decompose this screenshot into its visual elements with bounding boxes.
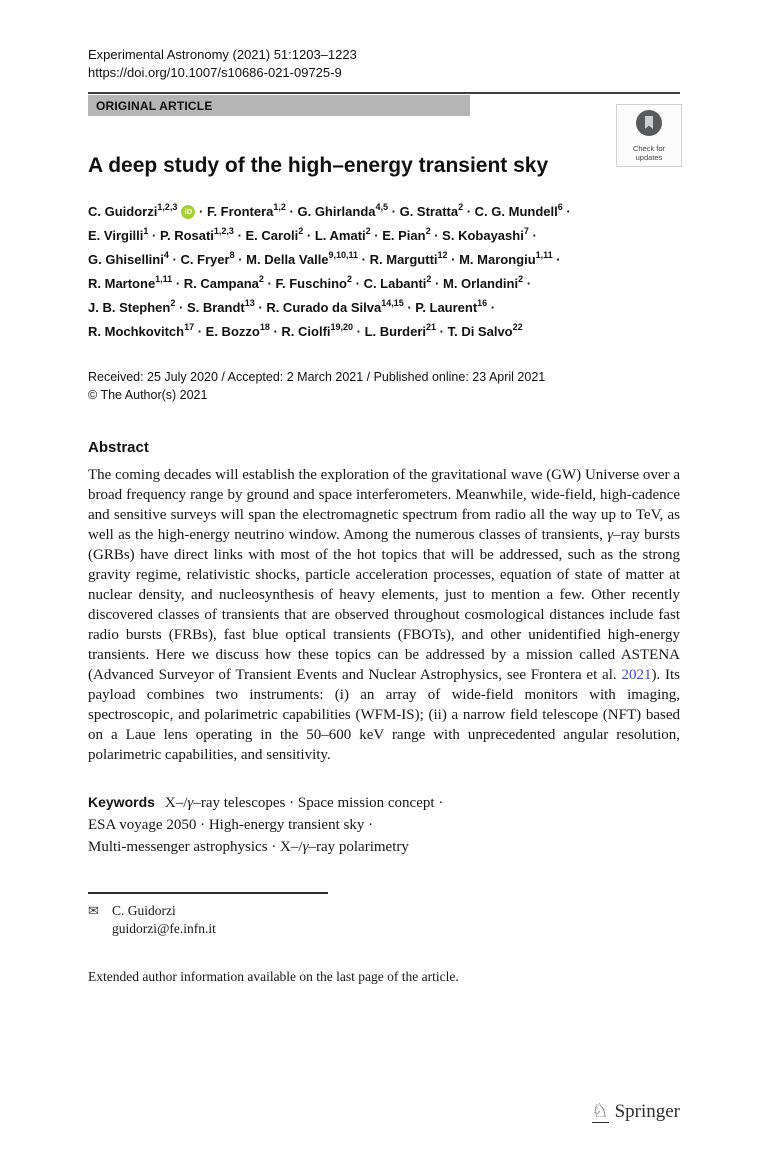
citation-link[interactable]: 2021 xyxy=(621,667,652,683)
author-separator: · xyxy=(430,228,443,243)
text-segment: ESA voyage 2050 · High-energy transient sky · xyxy=(88,817,374,833)
correspondence-name: C. Guidorzi xyxy=(112,903,176,918)
text-segment: –ray telescopes · Space mission concept · xyxy=(193,795,444,811)
author-separator: · xyxy=(263,276,276,291)
text-segment: –ray polarimetry xyxy=(308,839,409,855)
author-separator: · xyxy=(352,276,364,291)
text-segment: γ xyxy=(302,839,309,855)
text-segment: γ xyxy=(187,795,194,811)
author-affiliation-sup: 12 xyxy=(437,249,448,260)
author-separator: · xyxy=(254,300,267,315)
author-affiliation-sup: 2 xyxy=(518,273,524,284)
author-name: C. G. Mundell xyxy=(474,204,558,219)
author-separator: · xyxy=(528,228,537,243)
check-for-updates-icon xyxy=(636,110,662,136)
author-separator: · xyxy=(403,300,416,315)
author-line xyxy=(88,320,680,344)
abstract-body xyxy=(88,465,680,765)
footnote-rule xyxy=(88,892,328,894)
author-separator: · xyxy=(195,204,207,219)
correspondence-email[interactable]: guidorzi@fe.infn.it xyxy=(112,921,216,936)
author-name: L. Amati xyxy=(314,228,366,243)
author-name: P. Laurent xyxy=(415,300,478,315)
author-separator: · xyxy=(436,324,448,339)
author-affiliation-sup: 17 xyxy=(184,321,195,332)
author-separator: · xyxy=(194,324,206,339)
author-separator: · xyxy=(463,204,475,219)
author-separator: · xyxy=(285,204,298,219)
author-name: R. Margutti xyxy=(369,252,438,267)
author-affiliation-sup: 1,11 xyxy=(535,249,553,260)
author-separator: · xyxy=(172,276,184,291)
author-affiliation-sup: 1,2 xyxy=(273,201,286,212)
text-segment: The coming decades will establish the exploration of the gravitational wave (GW) Universe over a broad frequency range by ground and space interferometers. Meanwhile, wide-field, high-cadence and sensitive surveys will span the electromagnetic spectrum from radio all the way up to TeV, as well as the high-energy neutrino window. Among the numerous classes of transients, xyxy=(88,467,680,543)
author-affiliation-sup: 18 xyxy=(259,321,270,332)
author-name: R. Martone xyxy=(88,276,156,291)
author-separator: · xyxy=(431,276,443,291)
author-name: P. Rosati xyxy=(159,228,214,243)
author-name: G. Ghirlanda xyxy=(297,204,376,219)
author-name: R. Ciolfi xyxy=(281,324,331,339)
author-affiliation-sup: 1,2,3 xyxy=(213,225,234,236)
author-affiliation-sup: 2 xyxy=(365,225,371,236)
author-affiliation-sup: 2 xyxy=(425,225,431,236)
author-affiliation-sup: 2 xyxy=(170,297,176,308)
author-list xyxy=(88,200,680,344)
check-for-updates-label: Check for updates xyxy=(632,144,666,162)
author-name: F. Frontera xyxy=(206,204,274,219)
abstract-section xyxy=(88,438,680,765)
author-separator: · xyxy=(552,252,561,267)
author-separator: · xyxy=(148,228,160,243)
author-affiliation-sup: 8 xyxy=(229,249,235,260)
author-name: F. Fuschino xyxy=(275,276,347,291)
author-affiliation-sup: 9,10,11 xyxy=(328,249,359,260)
received-accepted-line: Received: 25 July 2020 / Accepted: 2 March 2021 / Published online: 23 April 2021 xyxy=(88,370,546,384)
orcid-icon[interactable]: iD xyxy=(181,205,195,219)
abstract-heading: Abstract xyxy=(88,439,149,456)
author-affiliation-sup: 1,11 xyxy=(155,273,173,284)
author-affiliation-sup: 22 xyxy=(512,321,523,332)
author-affiliation-sup: 6 xyxy=(557,201,563,212)
author-affiliation-sup: 2 xyxy=(426,273,432,284)
author-affiliation-sup: 2 xyxy=(298,225,304,236)
article-type-row xyxy=(88,92,680,162)
doi-link[interactable]: https://doi.org/10.1007/s10686-021-09725-9 xyxy=(88,65,342,80)
author-name: R. Curado da Silva xyxy=(266,300,382,315)
check-for-updates-badge[interactable] xyxy=(616,104,682,167)
author-separator: · xyxy=(234,252,247,267)
author-separator: · xyxy=(487,300,496,315)
author-line xyxy=(88,296,680,320)
text-segment: γ xyxy=(607,527,614,543)
extended-author-info: Extended author information available on the last page of the article. xyxy=(88,969,459,984)
footnote xyxy=(88,892,680,986)
author-name: G. Stratta xyxy=(399,204,459,219)
author-separator: · xyxy=(370,228,383,243)
text-segment: ). Its payload combines two instruments: (i) an array of wide-field monitors with imaging, spectroscopic, and polarimetric capabilities (WFM-IS); (ii) a narrow field telescope (NFT) based on a Laue lens operating in the 50–600 keV range with unprecedented angular resolution, polarimetric capabilities, and sensitivity. xyxy=(88,667,680,763)
author-name: R. Mochkovitch xyxy=(88,324,185,339)
correspondence xyxy=(88,902,680,938)
author-separator: · xyxy=(388,204,400,219)
author-name: M. Della Valle xyxy=(246,252,329,267)
author-name: R. Campana xyxy=(183,276,259,291)
author-name: M. Orlandini xyxy=(442,276,519,291)
author-affiliation-sup: 2 xyxy=(458,201,464,212)
article-type-banner: ORIGINAL ARTICLE xyxy=(88,95,470,116)
correspondence-details xyxy=(112,902,216,938)
text-segment: –ray bursts (GRBs) have direct links with most of the hot topics that will be addressed, such as the strong gravity regime, relativistic shocks, particle acceleration processes, equation of state of matter at nuclear density, and nucleosynthesis of heavy elements, just to mention a few. Other recently discovered classes of transients that are observed throughout cosmological distances include fast radio bursts (FRBs), fast blue optical transients (FBOTs), and other unidentified high-energy transients. Here we discuss how these topics can be addressed by a mission called ASTENA (Advanced Surveyor of Transient Events and Nuclear Astrophysics, see Frontera et al. xyxy=(88,527,680,683)
author-separator: · xyxy=(523,276,532,291)
author-name: S. Brandt xyxy=(186,300,245,315)
author-separator: · xyxy=(168,252,181,267)
journal-citation: Experimental Astronomy (2021) 51:1203–1223 xyxy=(88,47,357,62)
author-name: C. Fryer xyxy=(180,252,230,267)
author-name: E. Pian xyxy=(382,228,426,243)
text-segment: Multi-messenger astrophysics · X–/ xyxy=(88,839,303,855)
author-separator: · xyxy=(358,252,370,267)
springer-wordmark: Springer xyxy=(614,1101,680,1122)
springer-logo xyxy=(592,1101,680,1123)
author-separator: · xyxy=(303,228,315,243)
author-line xyxy=(88,200,680,224)
author-separator: · xyxy=(233,228,246,243)
keywords-block xyxy=(88,791,680,858)
dates-block xyxy=(88,368,680,404)
author-name: T. Di Salvo xyxy=(447,324,513,339)
author-affiliation-sup: 2 xyxy=(346,273,352,284)
author-affiliation-sup: 14,15 xyxy=(381,297,404,308)
author-name: L. Burderi xyxy=(364,324,427,339)
header-rule xyxy=(88,92,680,94)
author-affiliation-sup: 1 xyxy=(143,225,149,236)
author-line xyxy=(88,272,680,296)
page-title: A deep study of the high–energy transient sky xyxy=(88,154,549,177)
author-affiliation-sup: 2 xyxy=(258,273,264,284)
author-name: J. B. Stephen xyxy=(88,300,171,315)
envelope-icon: ✉ xyxy=(88,903,99,918)
author-name: M. Marongiu xyxy=(459,252,536,267)
author-name: C. Guidorzi xyxy=(88,204,158,219)
author-line xyxy=(88,248,680,272)
author-affiliation-sup: 4,5 xyxy=(375,201,389,212)
author-separator: · xyxy=(269,324,282,339)
author-name: G. Ghisellini xyxy=(88,252,164,267)
author-name: C. Labanti xyxy=(363,276,427,291)
author-affiliation-sup: 13 xyxy=(244,297,255,308)
author-separator: · xyxy=(175,300,187,315)
springer-knight-icon: ♘ xyxy=(591,1100,609,1122)
author-name: E. Caroli xyxy=(245,228,299,243)
author-name: E. Bozzo xyxy=(205,324,260,339)
copyright-line: © The Author(s) 2021 xyxy=(88,388,208,402)
author-name: E. Virgilli xyxy=(88,228,144,243)
author-separator: · xyxy=(353,324,365,339)
text-segment: X–/ xyxy=(164,795,188,811)
author-affiliation-sup: 7 xyxy=(523,225,529,236)
author-affiliation-sup: 4 xyxy=(163,249,169,260)
author-affiliation-sup: 1,2,3 xyxy=(157,201,178,212)
author-affiliation-sup: 19,20 xyxy=(330,321,354,332)
author-affiliation-sup: 21 xyxy=(426,321,437,332)
author-line xyxy=(88,224,680,248)
author-affiliation-sup: 16 xyxy=(477,297,488,308)
keywords-heading: Keywords xyxy=(88,794,155,810)
author-separator: · xyxy=(447,252,460,267)
author-separator: · xyxy=(562,204,571,219)
author-name: S. Kobayashi xyxy=(442,228,524,243)
